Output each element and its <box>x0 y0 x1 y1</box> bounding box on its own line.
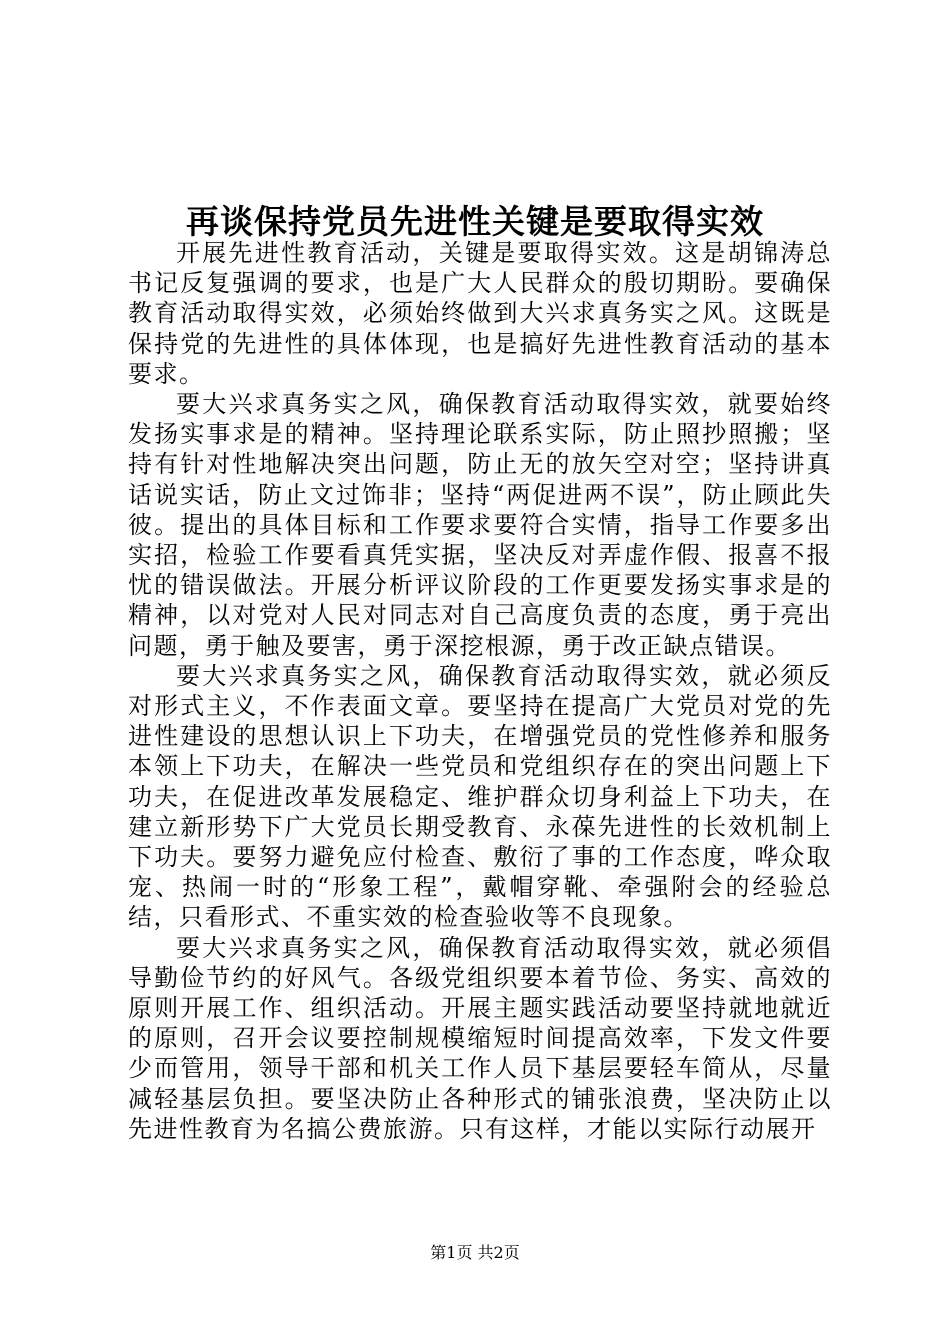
paragraph-1: 开展先进性教育活动，关键是要取得实效。这是胡锦涛总书记反复强调的要求，也是广大人民群众的殷切期盼。要确保教育活动取得实效，必须始终做到大兴求真务实之风。这既是保持党的先进性的具体体现，也是搞好先进性教育活动的基本要求。 <box>128 239 832 388</box>
paragraph-4: 要大兴求真务实之风，确保教育活动取得实效，就必须倡导勤俭节约的好风气。各级党组织要本着节俭、务实、高效的原则开展工作、组织活动。开展主题实践活动要坚持就地就近的原则，召开会议要控制规模缩短时间提高效率，下发文件要少而管用，领导干部和机关工作人员下基层要轻车简从，尽量减轻基层负担。要坚决防止各种形式的铺张浪费，坚决防止以先进性教育为名搞公费旅游。只有这样，才能以实际行动展开 <box>128 933 832 1143</box>
document-body <box>128 238 832 1144</box>
paragraph-3: 要大兴求真务实之风，确保教育活动取得实效，就必须反对形式主义，不作表面文章。要坚持在提高广大党员对党的先进性建设的思想认识上下功夫，在增强党员的党性修养和服务本领上下功夫，在解决一些党员和党组织存在的突出问题上下功夫，在促进改革发展稳定、维护群众切身利益上下功夫，在建立新形势下广大党员长期受教育、永葆先进性的长效机制上下功夫。要努力避免应付检查、敷衍了事的工作态度，哗众取宠、热闹一时的“形象工程”，戴帽穿靴、牵强附会的经验总结，只看形式、不重实效的检查验收等不良现象。 <box>128 661 832 932</box>
page-number-label: 第1页 共2页 <box>430 1243 520 1262</box>
paragraph-2: 要大兴求真务实之风，确保教育活动取得实效，就要始终发扬实事求是的精神。坚持理论联系实际，防止照抄照搬；坚持有针对性地解决突出问题，防止无的放矢空对空；坚持讲真话说实话，防止文过饰非；坚持“两促进两不误”，防止顾此失彼。提出的具体目标和工作要求要符合实情，指导工作要多出实招，检验工作要看真凭实据，坚决反对弄虚作假、报喜不报忧的错误做法。开展分析评议阶段的工作更要发扬实事求是的精神，以对党对人民对同志对自己高度负责的态度，勇于亮出问题，勇于触及要害，勇于深挖根源，勇于改正缺点错误。 <box>128 390 832 660</box>
document-title: 再谈保持党员先进性关键是要取得实效 <box>186 202 764 242</box>
page-footer <box>0 1243 950 1263</box>
